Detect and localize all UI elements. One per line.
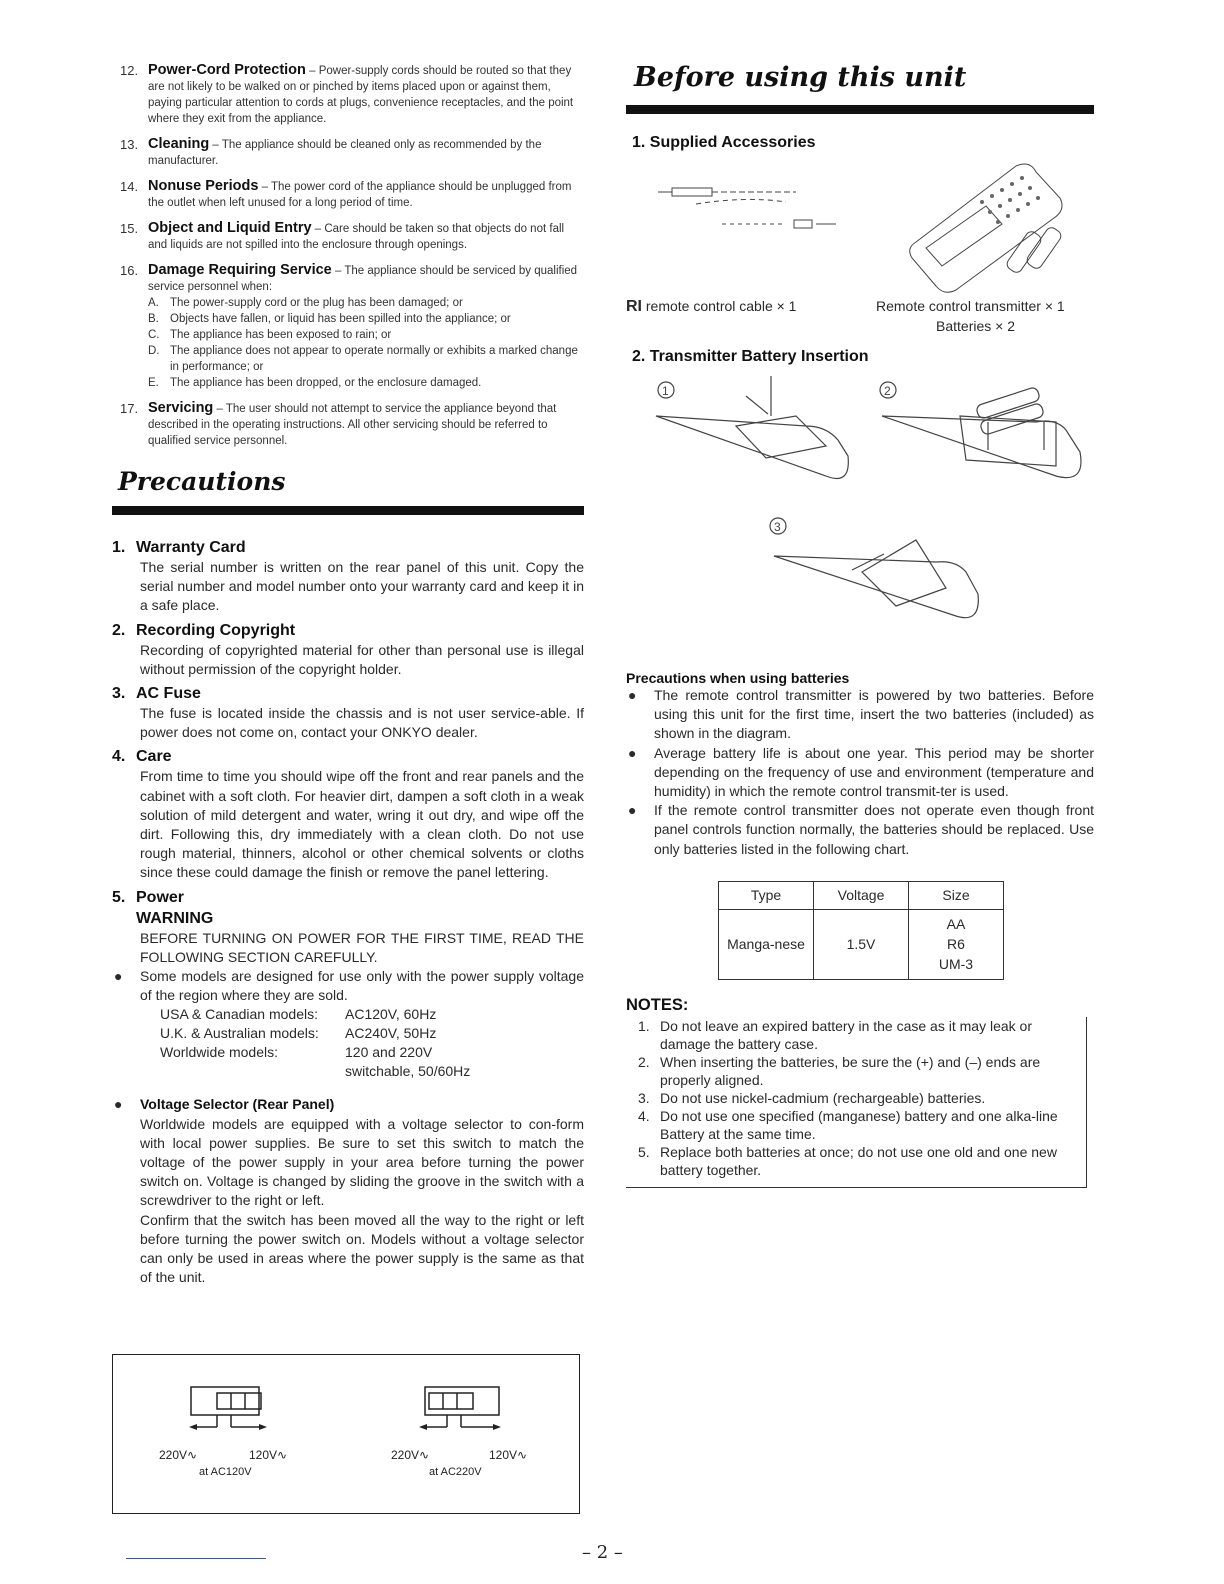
- table-cell: AA R6 UM-3: [909, 909, 1004, 979]
- precaution-heading: Power: [136, 888, 185, 906]
- warning-heading: WARNING: [136, 909, 214, 927]
- warning-text: BEFORE TURNING ON POWER FOR THE FIRST TIME, READ THE FOLLOWING SECTION CAREFULLY.: [140, 929, 584, 965]
- table-header: Size: [909, 881, 1004, 909]
- precaution-body: The fuse is located inside the chassis and is not user service-able. If power does not come on, contact your ONKYO dealer.: [140, 705, 584, 741]
- model-region: Worldwide models:: [160, 1044, 279, 1061]
- left-column: [112, 62, 584, 1287]
- safety-item: 15. Object and Liquid Entry – Care should be taken so that objects do not fall and liquids are not spilled into the enclosure through openings.: [120, 220, 565, 251]
- notes-section: [626, 996, 1094, 1188]
- voltage-selector-diagram: [112, 1354, 580, 1514]
- note-item: 4. Do not use one specified (manganese) battery and one alka-line Battery at the same time.: [638, 1107, 1058, 1142]
- battery-insertion-heading: 2. Transmitter Battery Insertion: [632, 348, 869, 365]
- section-title: Before using this unit: [634, 62, 967, 93]
- notes-box: [626, 1017, 1087, 1188]
- cable-caption: RI remote control cable × 1: [626, 298, 797, 315]
- model-spec: AC240V, 50Hz: [345, 1025, 437, 1042]
- caption-ac220v: at AC220V: [429, 1466, 482, 1478]
- transmitter-caption: Remote control transmitter × 1: [876, 298, 1065, 314]
- safety-text: – The user should not attempt to service the appliance beyond that described in the operating instructions. All other servicing should be referred to qualified service personnel.: [148, 403, 557, 447]
- precaution-item: 1. Warranty Card The serial number is written on the rear panel of this unit. Copy the serial number and model number onto your warranty card and keep it in a safe place.: [112, 537, 584, 616]
- safety-title: Nonuse Periods: [148, 178, 259, 194]
- battery-bullet: ● If the remote control transmitter does not operate even though front panel controls function normally, the batteries should be replaced. Use only batteries listed in the following chart.: [628, 802, 1094, 857]
- precaution-item: 2. Recording Copyright Recording of copyrighted material for other than personal use is illegal without permission of the copyright holder.: [112, 620, 584, 679]
- list-item: E. The appliance has been dropped, or the enclosure damaged.: [148, 377, 482, 389]
- model-spec: AC120V, 60Hz: [345, 1006, 437, 1023]
- list-item: C. The appliance has been exposed to rain; or: [148, 329, 392, 341]
- model-spec: 120 and 220V switchable, 50/60Hz: [345, 1044, 471, 1080]
- precaution-body: Recording of copyrighted material for other than personal use is illegal without permission of the copyright holder.: [140, 641, 584, 677]
- caption-ac120v: at AC120V: [199, 1466, 252, 1478]
- title-rule: [626, 105, 1094, 114]
- list-item: A. The power-supply cord or the plug has been damaged; or: [148, 297, 463, 309]
- precautions-section: [112, 467, 584, 1287]
- battery-insertion-diagram: [626, 366, 1094, 656]
- step-1-label: 1: [662, 384, 669, 398]
- voltage-models-table: [112, 1005, 584, 1081]
- precaution-item: 3. AC Fuse The fuse is located inside the chassis and is not user service-able. If power does not come on, contact your ONKYO dealer.: [112, 683, 584, 742]
- note-item: 3. Do not use nickel-cadmium (rechargeable) batteries.: [638, 1089, 986, 1106]
- step-2-label: 2: [884, 384, 891, 398]
- page-number: – 2 –: [582, 1542, 623, 1563]
- precaution-item: 5. Power WARNING BEFORE TURNING ON POWER FOR THE FIRST TIME, READ THE FOLLOWING SECTION CAREFULLY.: [112, 887, 584, 967]
- table-cell: Manga-nese: [719, 909, 814, 979]
- safety-text: – The appliance should be serviced by qualified service personnel when:: [148, 265, 578, 293]
- label-120v-left: 120V∿: [249, 1448, 288, 1462]
- list-item: D. The appliance does not appear to operate normally or exhibits a marked change in performance; or: [148, 345, 578, 373]
- safety-title: Object and Liquid Entry: [148, 220, 312, 236]
- insertion-steps-drawing: [626, 366, 1094, 656]
- models-bullet: ● Some models are designed for use only with the power supply voltage of the region where they are sold.: [114, 968, 584, 1004]
- precaution-heading: Warranty Card: [136, 539, 246, 556]
- safety-item: 13. Cleaning – The appliance should be cleaned only as recommended by the manufacturer.: [120, 136, 542, 167]
- damage-conditions-list: [148, 295, 584, 391]
- label-120v-right: 120V∿: [489, 1448, 528, 1462]
- model-region: USA & Canadian models:: [160, 1006, 318, 1023]
- table-header: Type: [719, 881, 814, 909]
- supplied-accessories-heading: 1. Supplied Accessories: [632, 134, 816, 151]
- accessories-illustration: [626, 152, 1094, 342]
- label-220v-left: 220V∿: [159, 1448, 198, 1462]
- safety-item: 16. Damage Requiring Service – The appliance should be serviced by qualified service personnel when: A. The power-supply cord or the plug has been damaged; or B. Objects have fallen, or liquid has been spilled into the appliance; or C. The appliance has been exposed to rain; or D. The appliance does not appear to operate normally or exhibits a marked change in performance; or E. The appliance has been dropped, or the enclosure damaged.: [112, 262, 584, 391]
- table-header: Voltage: [814, 881, 909, 909]
- note-item: 2. When inserting the batteries, be sure the (+) and (–) ends are properly aligned.: [638, 1053, 1041, 1088]
- voltage-selector-bullet: ● Voltage Selector (Rear Panel): [114, 1096, 335, 1113]
- precaution-item: 4. Care From time to time you should wipe off the front and rear panels and the cabinet with a soft cloth. For heavier dirt, dampen a soft cloth in a weak solution of mild detergent and water, wring it out dry, and wipe off the dirt. Following this, dry immediately with a clean cloth. Do not use rough material, thinners, alcohol or other chemical solvents or cloths since these could damage the finish or remove the panel lettering.: [112, 746, 584, 882]
- safety-text: – The appliance should be cleaned only as recommended by the manufacturer.: [148, 139, 542, 167]
- precaution-heading: Recording Copyright: [136, 621, 296, 639]
- selector-switch-drawing: [113, 1355, 579, 1513]
- notes-heading: NOTES:: [626, 995, 689, 1014]
- battery-precautions-heading: Precautions when using batteries: [626, 670, 850, 686]
- selector-text: Worldwide models are equipped with a voltage selector to con-form with local power supplies. Be sure to set this switch to match the voltage of the power supply in your area before turning the power switch on. Voltage is changed by sliding the groove in the switch with a screwdriver to the right or left.: [140, 1115, 584, 1209]
- battery-bullet: ● Average battery life is about one year. This period may be shorter depending on the frequency of use and environment (temperature and humidity) in which the remote control transmit-ter is used.: [628, 744, 1094, 800]
- list-item: B. Objects have fallen, or liquid has been spilled into the appliance; or: [148, 313, 511, 325]
- title-rule: [112, 506, 584, 515]
- precaution-heading: AC Fuse: [136, 685, 201, 703]
- note-item: 5. Replace both batteries at once; do not use one old and one new battery together.: [638, 1143, 1057, 1178]
- battery-type-table: [718, 881, 1004, 980]
- safety-item: 12. Power-Cord Protection – Power-supply cords should be routed so that they are not likely to be walked on or pinched by items placed upon or against them, paying particular attention to cords at plugs, convenience receptacles, and the point where they exit from the appliance.: [120, 62, 574, 125]
- right-column: [626, 62, 1094, 1188]
- table-cell: 1.5V: [814, 909, 909, 979]
- precaution-heading: Care: [136, 748, 172, 766]
- section-title: Precautions: [118, 467, 286, 496]
- safety-text: – The power cord of the appliance should be unplugged from the outlet when left unused for a long period of time.: [148, 181, 572, 209]
- batteries-caption: Batteries × 2: [936, 318, 1015, 334]
- battery-bullet: ● The remote control transmitter is powered by two batteries. Before using this unit for the first time, insert the two batteries (included) as shown in the diagram.: [628, 687, 1094, 742]
- safety-title: Servicing: [148, 400, 214, 416]
- precaution-body: From time to time you should wipe off the front and rear panels and the cabinet with a soft cloth. For heavier dirt, dampen a soft cloth in a weak solution of mild detergent and water, wring it out dry, and wipe off the dirt. Following this, dry immediately with a clean cloth. Do not use rough material, thinners, alcohol or other chemical solvents or cloths since these could damage the finish or remove the panel lettering.: [140, 768, 584, 881]
- precaution-body: The serial number is written on the rear panel of this unit. Copy the serial number and model number onto your warranty card and keep it in a safe place.: [140, 559, 584, 614]
- safety-item: 17. Servicing – The user should not attempt to service the appliance beyond that described in the operating instructions. All other servicing should be referred to qualified service personnel.: [120, 400, 557, 447]
- label-220v-right: 220V∿: [391, 1448, 430, 1462]
- selector-text-2: Confirm that the switch has been moved all the way to the right or left before turning the power switch on. Models without a voltage selector can only be used in areas where the power supply is the same as that of the unit.: [140, 1211, 584, 1286]
- safety-text: – Care should be taken so that objects do not fall and liquids are not spilled into the enclosure through openings.: [148, 223, 565, 251]
- safety-title: Cleaning: [148, 136, 210, 152]
- safety-text: – Power-supply cords should be routed so that they are not likely to be walked on or pinched by items placed upon or against them, paying particular attention to cords at plugs, convenience receptacles, and the point where they exit from the appliance.: [148, 65, 574, 125]
- footer-rule: [126, 1558, 266, 1559]
- safety-title: Damage Requiring Service: [148, 262, 332, 278]
- step-3-label: 3: [774, 520, 781, 534]
- note-item: 1. Do not leave an expired battery in the case as it may leak or damage the battery case.: [638, 1017, 1032, 1052]
- cable-and-remote-drawing: [626, 162, 1094, 302]
- model-region: U.K. & Australian models:: [160, 1025, 319, 1042]
- safety-item: 14. Nonuse Periods – The power cord of the appliance should be unplugged from the outlet when left unused for a long period of time.: [120, 178, 572, 209]
- safety-title: Power-Cord Protection: [148, 62, 306, 78]
- safety-instructions: [112, 62, 584, 449]
- selector-heading: Voltage Selector (Rear Panel): [140, 1096, 335, 1113]
